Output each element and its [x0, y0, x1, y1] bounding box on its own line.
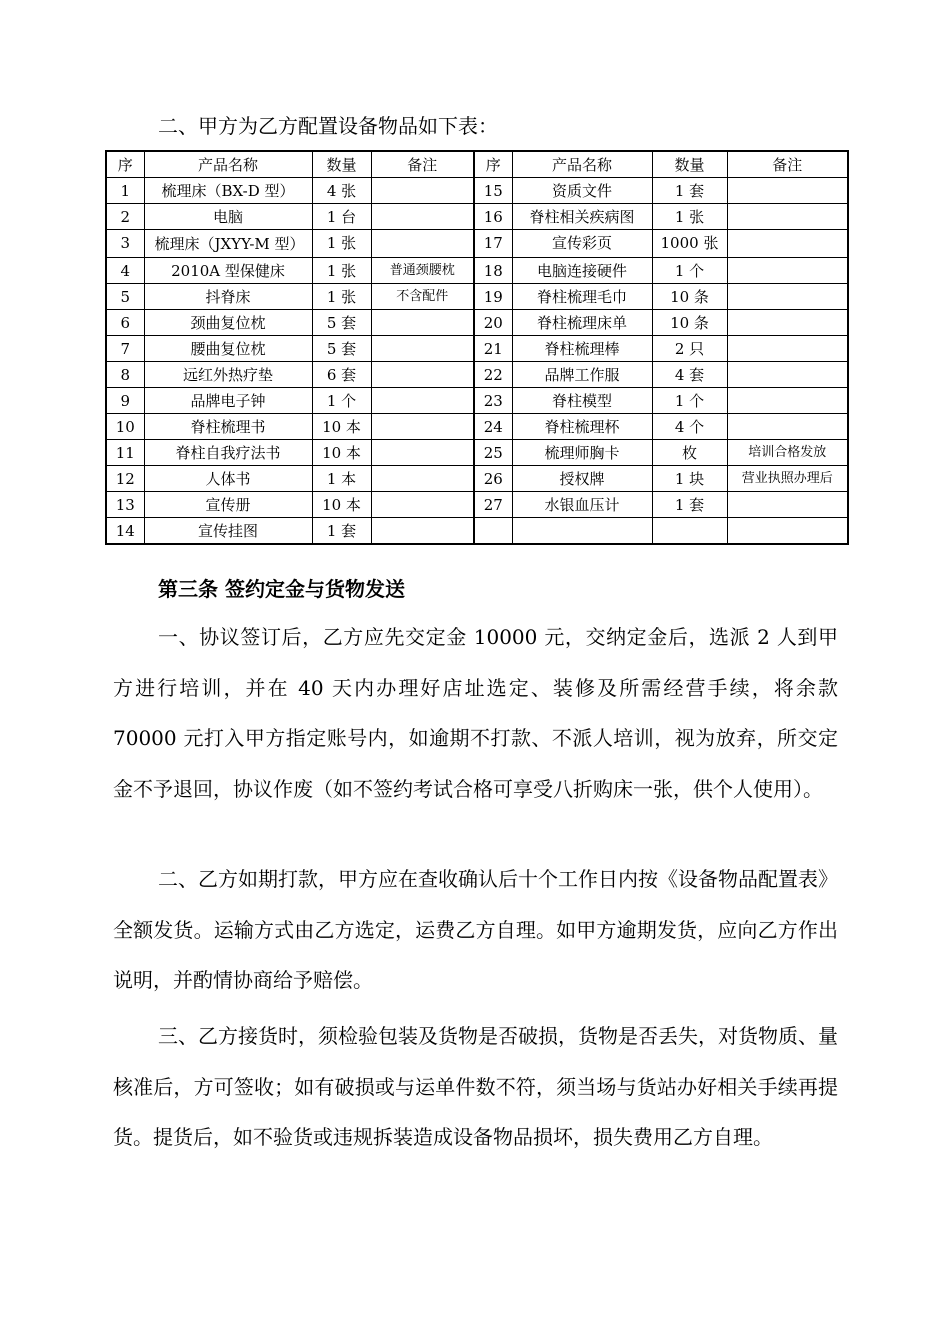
cell-no: 14 — [106, 518, 144, 545]
cell-note — [371, 230, 474, 258]
header-cell: 数量 — [312, 151, 371, 178]
cell-name: 脊柱自我疗法书 — [144, 440, 312, 466]
cell-note — [727, 414, 848, 440]
table-row — [106, 336, 848, 362]
cell-no: 15 — [474, 178, 512, 204]
cell-qty: 1 套 — [652, 178, 727, 204]
cell-note: 普通颈腰枕 — [371, 258, 474, 284]
cell-qty: 1 张 — [312, 230, 371, 258]
table-row — [106, 414, 848, 440]
cell-note — [727, 388, 848, 414]
paragraph-receiving: 三、乙方接货时，须检验包装及货物是否破损，货物是否丢失，对货物质、量核准后，方可签收；如有破损或与运单件数不符，须当场与货站办好相关手续再提货。提货后，如不验货或违规拆装造成设备物品损坏，损失费用乙方自理。 — [113, 1024, 838, 1149]
cell-note — [727, 362, 848, 388]
table-row — [106, 284, 848, 310]
cell-note — [727, 284, 848, 310]
cell-no: 13 — [106, 492, 144, 518]
cell-note — [727, 310, 848, 336]
article-title: 第三条 签约定金与货物发送 — [158, 577, 405, 601]
cell-note — [727, 258, 848, 284]
table-row — [106, 492, 848, 518]
cell-name: 脊柱模型 — [512, 388, 652, 414]
cell-note — [727, 336, 848, 362]
cell-name: 抖脊床 — [144, 284, 312, 310]
cell-no: 12 — [106, 466, 144, 492]
cell-no: 10 — [106, 414, 144, 440]
cell-qty: 2 只 — [652, 336, 727, 362]
cell-name: 水银血压计 — [512, 492, 652, 518]
cell-qty: 1 套 — [312, 518, 371, 545]
cell-no: 24 — [474, 414, 512, 440]
cell-qty: 1 张 — [652, 204, 727, 230]
cell-name: 宣传挂图 — [144, 518, 312, 545]
cell-no: 18 — [474, 258, 512, 284]
cell-name: 梳理床（BX-D 型） — [144, 178, 312, 204]
cell-name: 电脑连接硬件 — [512, 258, 652, 284]
table-row — [106, 230, 848, 258]
cell-note — [371, 414, 474, 440]
cell-qty: 1 台 — [312, 204, 371, 230]
cell-no: 25 — [474, 440, 512, 466]
cell-qty: 1 个 — [312, 388, 371, 414]
cell-no: 6 — [106, 310, 144, 336]
cell-no: 23 — [474, 388, 512, 414]
cell-qty: 4 套 — [652, 362, 727, 388]
cell-qty: 4 张 — [312, 178, 371, 204]
cell-no: 8 — [106, 362, 144, 388]
cell-qty: 1 套 — [652, 492, 727, 518]
cell-no: 9 — [106, 388, 144, 414]
cell-note — [727, 204, 848, 230]
cell-qty: 5 套 — [312, 310, 371, 336]
cell-name: 资质文件 — [512, 178, 652, 204]
cell-note — [371, 466, 474, 492]
cell-name: 远红外热疗垫 — [144, 362, 312, 388]
cell-note — [371, 518, 474, 545]
cell-qty: 10 条 — [652, 310, 727, 336]
table-row — [106, 362, 848, 388]
cell-qty: 1 张 — [312, 284, 371, 310]
cell-qty: 1 块 — [652, 466, 727, 492]
cell-note — [371, 204, 474, 230]
table-row — [106, 178, 848, 204]
cell-name: 脊柱梳理书 — [144, 414, 312, 440]
table-row — [106, 388, 848, 414]
cell-qty: 6 套 — [312, 362, 371, 388]
table-header-row — [106, 151, 848, 178]
equipment-table — [105, 150, 849, 545]
cell-qty: 1 个 — [652, 388, 727, 414]
cell-no: 16 — [474, 204, 512, 230]
cell-no: 4 — [106, 258, 144, 284]
cell-note — [727, 518, 848, 545]
table-row — [106, 204, 848, 230]
cell-no: 22 — [474, 362, 512, 388]
cell-note — [371, 440, 474, 466]
cell-note — [727, 230, 848, 258]
cell-name: 脊柱梳理杯 — [512, 414, 652, 440]
cell-name: 梳理床（JXYY-M 型） — [144, 230, 312, 258]
cell-qty: 10 本 — [312, 414, 371, 440]
table-row — [106, 518, 848, 545]
cell-no: 26 — [474, 466, 512, 492]
cell-note — [727, 178, 848, 204]
cell-name: 电脑 — [144, 204, 312, 230]
cell-note — [371, 310, 474, 336]
cell-name: 腰曲复位枕 — [144, 336, 312, 362]
cell-note: 培训合格发放 — [727, 440, 848, 466]
cell-name: 品牌电子钟 — [144, 388, 312, 414]
cell-no: 5 — [106, 284, 144, 310]
cell-name: 脊柱梳理床单 — [512, 310, 652, 336]
cell-name: 脊柱相关疾病图 — [512, 204, 652, 230]
cell-note: 营业执照办理后 — [727, 466, 848, 492]
cell-no: 11 — [106, 440, 144, 466]
cell-name: 品牌工作服 — [512, 362, 652, 388]
cell-note: 不含配件 — [371, 284, 474, 310]
header-cell: 序 — [106, 151, 144, 178]
cell-note — [371, 336, 474, 362]
cell-qty: 1 个 — [652, 258, 727, 284]
cell-no: 1 — [106, 178, 144, 204]
table-row — [106, 310, 848, 336]
header-cell: 数量 — [652, 151, 727, 178]
cell-qty: 枚 — [652, 440, 727, 466]
cell-name: 宣传彩页 — [512, 230, 652, 258]
cell-no: 3 — [106, 230, 144, 258]
cell-note — [727, 492, 848, 518]
cell-no: 2 — [106, 204, 144, 230]
cell-name: 脊柱梳理棒 — [512, 336, 652, 362]
cell-name: 宣传册 — [144, 492, 312, 518]
cell-no — [474, 518, 512, 545]
header-cell: 备注 — [371, 151, 474, 178]
cell-qty: 10 条 — [652, 284, 727, 310]
cell-no: 21 — [474, 336, 512, 362]
cell-name — [512, 518, 652, 545]
cell-note — [371, 388, 474, 414]
table-row — [106, 466, 848, 492]
cell-qty — [652, 518, 727, 545]
paragraph-shipping: 二、乙方如期打款，甲方应在查收确认后十个工作日内按《设备物品配置表》全额发货。运输方式由乙方选定，运费乙方自理。如甲方逾期发货，应向乙方作出说明，并酌情协商给予赔偿。 — [113, 867, 838, 992]
cell-no: 27 — [474, 492, 512, 518]
cell-note — [371, 492, 474, 518]
cell-name: 梳理师胸卡 — [512, 440, 652, 466]
cell-qty: 1 张 — [312, 258, 371, 284]
paragraph-deposit: 一、协议签订后，乙方应先交定金 10000 元，交纳定金后，选派 2 人到甲方进行培训，并在 40 天内办理好店址选定、装修及所需经营手续，将余款 70000 元打入甲方指定账号内，如逾期不打款、不派人培训，视为放弃，所交定金不予退回，协议作废（如不签约考试合格可享受八折购床一张，供个人使用）。 — [113, 625, 838, 801]
header-cell: 序 — [474, 151, 512, 178]
cell-note — [371, 362, 474, 388]
cell-qty: 10 本 — [312, 492, 371, 518]
header-cell: 产品名称 — [512, 151, 652, 178]
cell-no: 19 — [474, 284, 512, 310]
cell-qty: 1 本 — [312, 466, 371, 492]
cell-qty: 1000 张 — [652, 230, 727, 258]
cell-qty: 10 本 — [312, 440, 371, 466]
header-cell: 产品名称 — [144, 151, 312, 178]
cell-no: 20 — [474, 310, 512, 336]
table-row — [106, 258, 848, 284]
table-row — [106, 440, 848, 466]
cell-no: 17 — [474, 230, 512, 258]
cell-name: 人体书 — [144, 466, 312, 492]
cell-no: 7 — [106, 336, 144, 362]
section-heading: 二、甲方为乙方配置设备物品如下表： — [158, 114, 498, 138]
header-cell: 备注 — [727, 151, 848, 178]
cell-name: 脊柱梳理毛巾 — [512, 284, 652, 310]
cell-name: 2010A 型保健床 — [144, 258, 312, 284]
cell-name: 颈曲复位枕 — [144, 310, 312, 336]
cell-qty: 5 套 — [312, 336, 371, 362]
cell-qty: 4 个 — [652, 414, 727, 440]
cell-note — [371, 178, 474, 204]
cell-name: 授权牌 — [512, 466, 652, 492]
